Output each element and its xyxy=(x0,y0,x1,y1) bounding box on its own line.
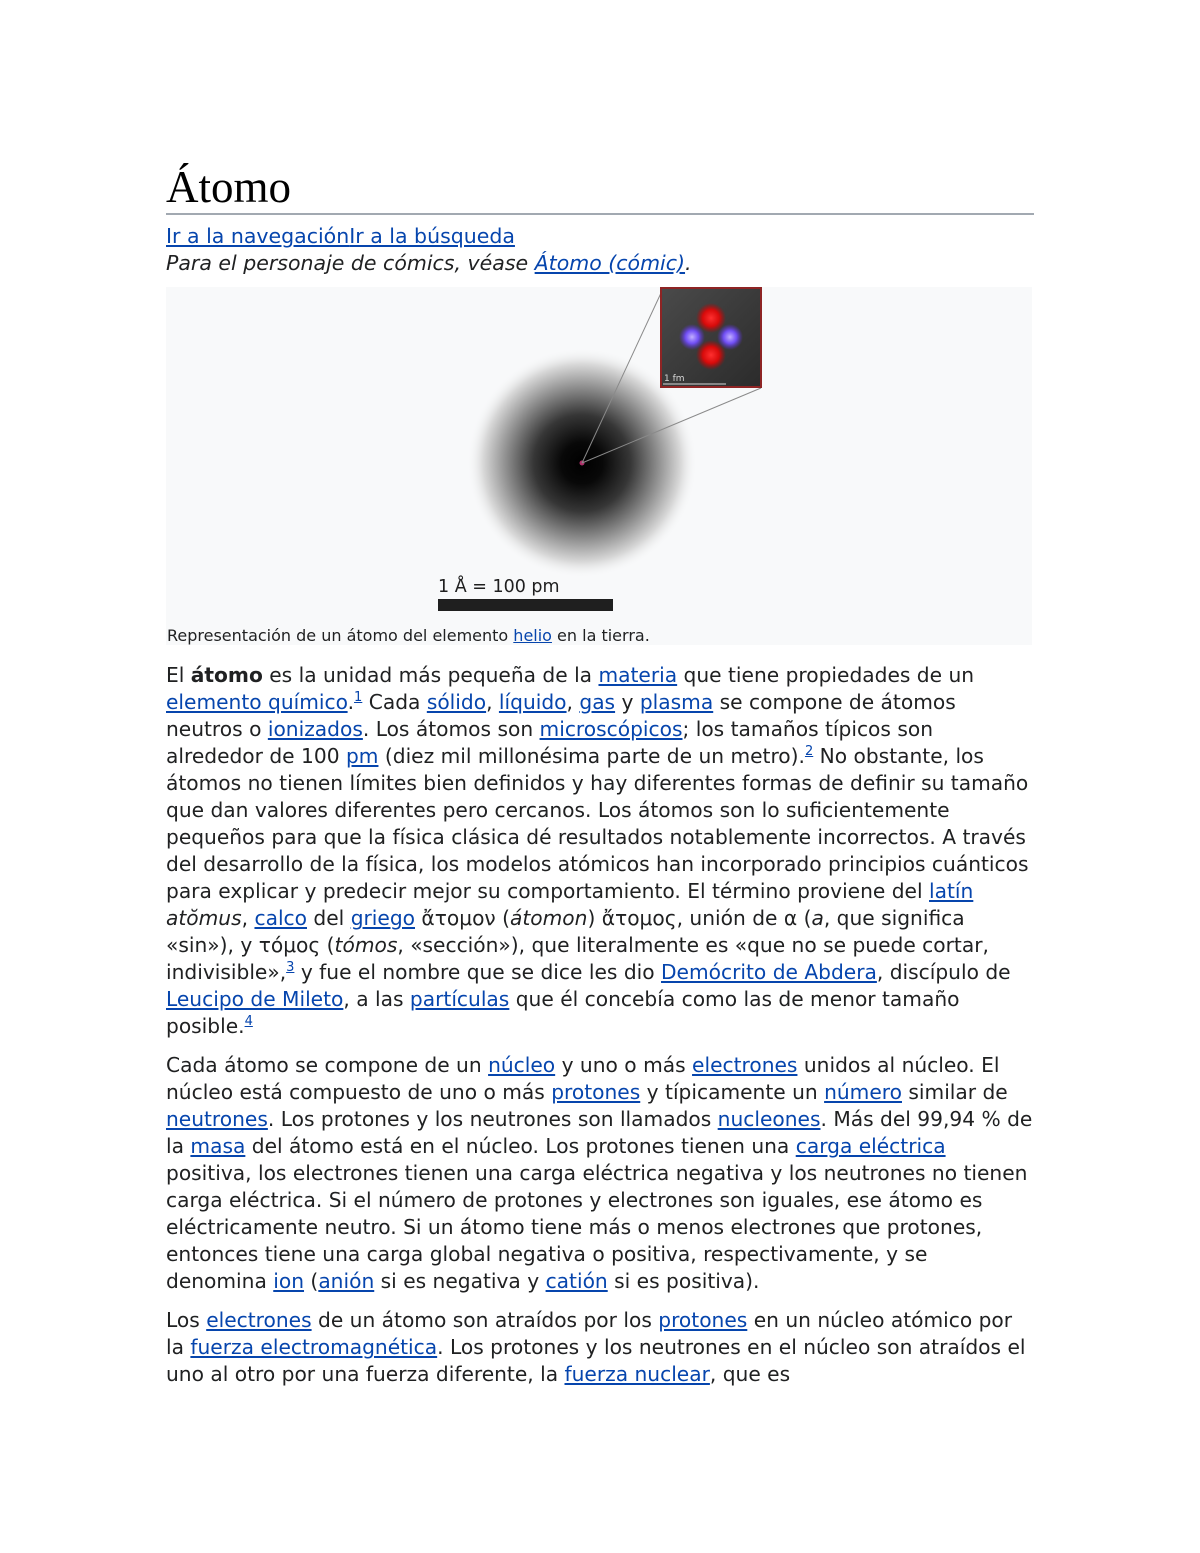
text-run: . Los átomos son xyxy=(362,717,540,741)
text-run: Cada xyxy=(362,690,427,714)
footnote-ref[interactable]: 4 xyxy=(244,1014,253,1029)
article-link[interactable]: calco xyxy=(254,906,307,930)
text-run: . Los protones y los neutrones son llamados xyxy=(267,1107,718,1131)
article-link[interactable]: materia xyxy=(598,663,678,687)
article-link[interactable]: partículas xyxy=(409,987,510,1011)
article-link[interactable]: latín xyxy=(929,879,974,903)
italic-term: a xyxy=(811,906,824,930)
article-link[interactable]: núcleo xyxy=(488,1053,556,1077)
text-run: , que significa «sin»), y τόμος ( xyxy=(166,906,965,957)
text-run: . Los protones y los neutrones en el núcleo son atraídos el uno al otro por una fuerza diferente, la xyxy=(166,1335,1026,1386)
text-run: , «sección»), que literalmente es «que no se puede cortar, indivisible», xyxy=(166,933,989,984)
text-run: unidos al núcleo. El núcleo está compuesto de uno o más xyxy=(166,1053,1000,1104)
article-link[interactable]: catión xyxy=(545,1269,608,1293)
scale-bar xyxy=(438,599,613,611)
article-link[interactable]: Átomo (cómic) xyxy=(534,251,686,275)
article-link[interactable]: Demócrito de Abdera xyxy=(661,960,877,984)
text-run: ) ἄτομος, unión de α ( xyxy=(587,906,812,930)
article-body xyxy=(166,162,1034,1388)
article-link[interactable]: protones xyxy=(551,1080,641,1104)
italic-term: átomon xyxy=(510,906,588,930)
accessibility-links xyxy=(166,224,1034,248)
article-link[interactable]: neutrones xyxy=(166,1107,268,1131)
text-run: y típicamente un xyxy=(640,1080,825,1104)
text-run: positiva, los electrones tienen una carga eléctrica negativa y los neutrones no tienen carga eléctrica. Si el número de protones y electrones son iguales, ese átomo es eléctricamente neutro. Si un átomo tiene más o menos electrones que protones, entonces tiene una carga global negativa o positiva, respectivamente, y se denomina xyxy=(166,1161,1028,1293)
article-link[interactable]: elemento químico xyxy=(166,690,348,714)
article-link[interactable]: ionizados xyxy=(267,717,363,741)
skip-to-search-link[interactable]: Ir a la búsqueda xyxy=(349,224,515,248)
text-run: , xyxy=(486,690,499,714)
text-run: (diez mil millonésima parte de un metro). xyxy=(378,744,805,768)
skip-to-navigation-link[interactable]: Ir a la navegación xyxy=(166,224,350,248)
text-run: ἄτομον ( xyxy=(415,906,510,930)
nucleus-inset xyxy=(661,288,761,387)
article-link[interactable]: ion xyxy=(273,1269,305,1293)
article-link[interactable]: gas xyxy=(579,690,616,714)
footnote-ref[interactable]: 2 xyxy=(804,744,814,759)
figure-caption xyxy=(167,626,650,646)
article-link[interactable]: griego xyxy=(350,906,415,930)
inset-frame xyxy=(661,288,761,387)
article-link[interactable]: pm xyxy=(345,744,379,768)
article-link[interactable]: plasma xyxy=(639,690,714,714)
article-link[interactable]: helio xyxy=(513,626,552,645)
article-link[interactable]: nucleones xyxy=(717,1107,821,1131)
text-run: y fue el nombre que se dice les dio xyxy=(294,960,662,984)
italic-term: atŏmus xyxy=(166,906,242,930)
text-run: . xyxy=(685,251,692,275)
paragraph-intro xyxy=(166,662,1034,1040)
text-run: del xyxy=(307,906,351,930)
hatnote xyxy=(166,251,1034,275)
footnote-ref[interactable]: 1 xyxy=(354,690,363,705)
text-run: ; los tamaños típicos son alrededor de 100 xyxy=(166,717,934,768)
article-link[interactable]: líquido xyxy=(498,690,567,714)
text-run: . xyxy=(347,690,355,714)
paragraph-forces xyxy=(166,1307,1034,1388)
text-run: similar de xyxy=(901,1080,1008,1104)
article-link[interactable]: microscópicos xyxy=(539,717,683,741)
text-run: , xyxy=(241,906,255,930)
article-link[interactable]: fuerza nuclear xyxy=(564,1362,710,1386)
helium-atom-illustration xyxy=(166,287,1032,617)
article-link[interactable]: carga eléctrica xyxy=(795,1134,946,1158)
text-run: , xyxy=(566,690,580,714)
inset-scale-label: 1 fm xyxy=(664,374,685,384)
text-run: en la tierra. xyxy=(551,626,650,645)
text-run: Representación de un átomo del elemento xyxy=(167,626,514,645)
text-run: No obstante, los átomos no tienen límites bien definidos y hay diferentes formas de definir su tamaño que dan valores diferentes pero cercanos. Los átomos son lo suficientemente pequeños para que la física clásica dé resultados notablemente incorrectos. A través del desarrollo de la física, los modelos atómicos han incorporado principios cuánticos para explicar y predecir mejor su comportamiento. El término proviene del xyxy=(166,744,1029,903)
text-run: ( xyxy=(304,1269,319,1293)
text-run: que tiene propiedades de un xyxy=(677,663,975,687)
text-run: Para el personaje de cómics, véase xyxy=(166,251,535,275)
text-run: de un átomo son atraídos por los xyxy=(311,1308,659,1332)
text-run: . Más del 99,94 % de la xyxy=(166,1107,1033,1158)
text-run: se compone de átomos neutros o xyxy=(166,690,956,741)
italic-term: tómos xyxy=(334,933,398,957)
text-run: si es positiva). xyxy=(607,1269,760,1293)
text-run: Los xyxy=(166,1308,207,1332)
scale-label: 1 Å = 100 pm xyxy=(438,577,560,597)
text-run: El xyxy=(166,663,191,687)
paragraph-structure xyxy=(166,1052,1034,1295)
article-link[interactable]: protones xyxy=(658,1308,748,1332)
article-link[interactable]: anión xyxy=(318,1269,375,1293)
article-link[interactable]: masa xyxy=(190,1134,246,1158)
article-link[interactable]: número xyxy=(824,1080,902,1104)
article-link[interactable]: electrones xyxy=(692,1053,798,1077)
page-title: Átomo xyxy=(166,162,1034,215)
bold-term: átomo xyxy=(190,663,263,687)
text-run: es la unidad más pequeña de la xyxy=(262,663,599,687)
text-run: del átomo está en el núcleo. Los protones tienen una xyxy=(245,1134,796,1158)
article-link[interactable]: Leucipo de Mileto xyxy=(166,987,344,1011)
proton-top xyxy=(696,303,726,333)
article-link[interactable]: electrones xyxy=(206,1308,312,1332)
text-run: Cada átomo se compone de un xyxy=(166,1053,489,1077)
text-run: y uno o más xyxy=(555,1053,693,1077)
text-run: , a las xyxy=(343,987,410,1011)
text-run: y xyxy=(615,690,640,714)
text-run: si es negativa y xyxy=(374,1269,546,1293)
text-run: en un núcleo atómico por la xyxy=(166,1308,1013,1359)
text-run: , discípulo de xyxy=(876,960,1011,984)
footnote-ref[interactable]: 3 xyxy=(286,960,295,975)
text-run: , que es xyxy=(709,1362,791,1386)
lead-figure xyxy=(166,287,1032,645)
article-link[interactable]: sólido xyxy=(426,690,487,714)
text-run: que él concebía como las de menor tamaño posible. xyxy=(166,987,960,1038)
article-link[interactable]: fuerza electromagnética xyxy=(190,1335,438,1359)
proton-bottom xyxy=(696,340,726,370)
